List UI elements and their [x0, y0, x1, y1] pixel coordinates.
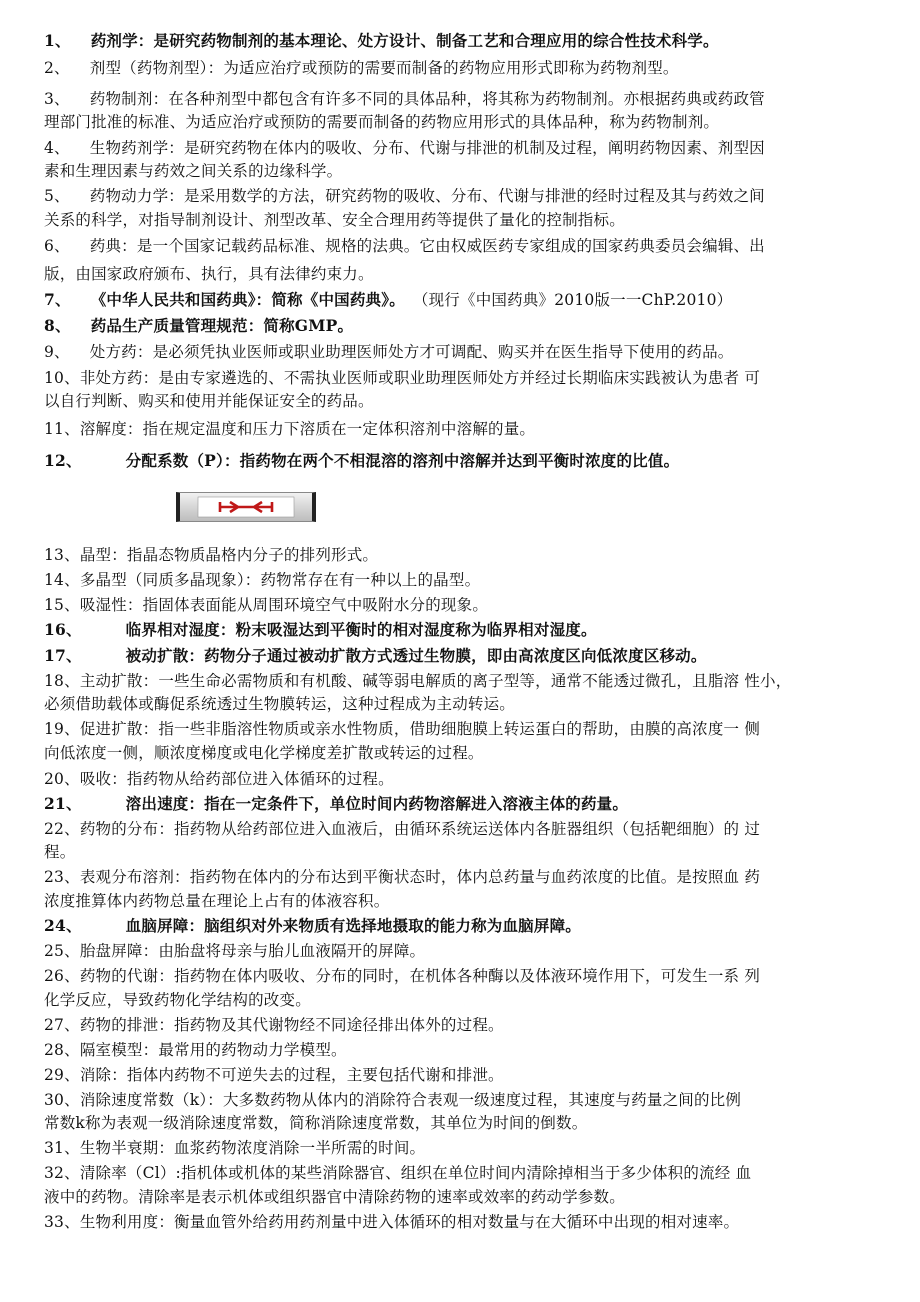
term-line-18: 18、主动扩散：一些生命必需物质和有机酸、碱等弱电解质的离子型等，通常不能透过微孔，且脂溶 性小， — [44, 672, 792, 690]
term-line-7: 7、 《中华人民共和国药典》：简称《中国药典》。 （现行《中国药典》2010版一一ChP.2010） — [44, 290, 733, 309]
term-line-4-cont: 素和生理因素与药效之间关系的边缘科学。 — [44, 162, 343, 180]
term-line-33: 33、生物利用度：衡量血管外给药用药剂量中进入体循环的相对数量与在大循环中出现的相对速率。 — [44, 1213, 740, 1231]
term-line-21: 21、 溶出速度：指在一定条件下，单位时间内药物溶解进入溶液主体的药量。 — [44, 794, 629, 813]
term-line-8: 8、 药品生产质量管理规范：简称GMP。 — [44, 316, 354, 335]
term-line-17: 17、 被动扩散：药物分子通过被动扩散方式透过生物膜，即由高浓度区向低浓度区移动。 — [44, 646, 707, 665]
term-line-5: 5、 药物动力学：是采用数学的方法，研究药物的吸收、分布、代谢与排泄的经时过程及其与药效之间 — [44, 187, 765, 205]
term-line-20: 20、吸收：指药物从给药部位进入体循环的过程。 — [44, 770, 394, 788]
term-line-22-cont: 程。 — [44, 843, 76, 861]
term-line-30-cont: 常数k称为表观一级消除速度常数，简称消除速度常数，其单位为时间的倒数。 — [44, 1114, 588, 1132]
term-line-4: 4、 生物药剂学：是研究药物在体内的吸收、分布、代谢与排泄的机制及过程，阐明药物因素、剂型因 — [44, 139, 765, 157]
connector-icon — [180, 493, 312, 521]
term-line-31: 31、生物半衰期：血浆药物浓度消除一半所需的时间。 — [44, 1139, 426, 1157]
term-line-11: 11、溶解度：指在规定温度和压力下溶质在一定体积溶剂中溶解的量。 — [44, 420, 536, 438]
term-line-24: 24、 血脑屏障：脑组织对外来物质有选择地摄取的能力称为血脑屏障。 — [44, 916, 581, 935]
connector-figure — [176, 492, 316, 522]
term-line-19: 19、促进扩散：指一些非脂溶性物质或亲水性物质，借助细胞膜上转运蛋白的帮助，由膜的高浓度一 侧 — [44, 720, 761, 738]
term-line-10-cont: 以自行判断、购买和使用并能保证安全的药品。 — [44, 392, 374, 410]
term-line-23: 23、表观分布溶剂：指药物在体内的分布达到平衡状态时，体内总药量与血药浓度的比值。是按照血 药 — [44, 868, 761, 886]
term-line-6: 6、 药典：是一个国家记载药品标准、规格的法典。它由权威医药专家组成的国家药典委员会编辑、出 — [44, 237, 765, 255]
term-line-26: 26、药物的代谢：指药物在体内吸收、分布的同时，在机体各种酶以及体液环境作用下，可发生一系 列 — [44, 967, 761, 985]
term-line-3-cont: 理部门批准的标准、为适应治疗或预防的需要而制备的药物应用形式的具体品种，称为药物制剂。 — [44, 113, 720, 131]
term-line-32: 32、清除率（Cl）:指机体或机体的某些消除器官、组织在单位时间内清除掉相当于多少体积的流经 血 — [44, 1164, 752, 1182]
term-line-19-cont: 向低浓度一侧，顺浓度梯度或电化学梯度差扩散或转运的过程。 — [44, 744, 484, 762]
term-line-6-cont: 版，由国家政府颁布、执行，具有法律约束力。 — [44, 265, 374, 283]
term-line-32-cont: 液中的药物。清除率是表示机体或组织器官中清除药物的速率或效率的药动学参数。 — [44, 1188, 625, 1206]
term-line-22: 22、药物的分布：指药物从给药部位进入血液后，由循环系统运送体内各脏器组织（包括靶细胞）的 过 — [44, 820, 761, 838]
term-line-2: 2、 剂型（药物剂型）：为适应治疗或预防的需要而制备的药物应用形式即称为药物剂型。 — [44, 59, 679, 77]
term-line-10: 10、非处方药：是由专家遴选的、不需执业医师或职业助理医师处方并经过长期临床实践被认为患者 可 — [44, 369, 761, 387]
term-line-5-cont: 关系的科学，对指导制剂设计、剂型改革、安全合理用药等提供了量化的控制指标。 — [44, 211, 625, 229]
term-line-13: 13、晶型：指晶态物质晶格内分子的排列形式。 — [44, 546, 379, 564]
term-line-1: 1、 药剂学：是研究药物制剂的基本理论、处方设计、制备工艺和合理应用的综合性技术科学。 — [44, 31, 719, 50]
term-line-29: 29、消除：指体内药物不可逆失去的过程，主要包括代谢和排泄。 — [44, 1066, 504, 1084]
term-line-15: 15、吸湿性：指固体表面能从周围环境空气中吸附水分的现象。 — [44, 596, 489, 614]
term-line-9: 9、 处方药：是必须凭执业医师或职业助理医师处方才可调配、购买并在医生指导下使用的药品。 — [44, 343, 734, 361]
term-line-25: 25、胎盘屏障：由胎盘将母亲与胎儿血液隔开的屏障。 — [44, 942, 426, 960]
term-line-3: 3、 药物制剂：在各种剂型中都包含有许多不同的具体品种，将其称为药物制剂。亦根据药典或药政管 — [44, 90, 765, 108]
term-line-16: 16、 临界相对湿度：粉末吸湿达到平衡时的相对湿度称为临界相对湿度。 — [44, 620, 597, 639]
term-line-28: 28、隔室模型：最常用的药物动力学模型。 — [44, 1041, 347, 1059]
term-line-23-cont: 浓度推算体内药物总量在理论上占有的体液容积。 — [44, 892, 390, 910]
term-line-14: 14、多晶型（同质多晶现象）：药物常存在有一种以上的晶型。 — [44, 571, 481, 589]
term-line-18-cont: 必须借助载体或酶促系统透过生物膜转运，这种过程成为主动转运。 — [44, 695, 516, 713]
term-line-27: 27、药物的排泄：指药物及其代谢物经不同途径排出体外的过程。 — [44, 1016, 504, 1034]
term-line-30: 30、消除速度常数（k）：大多数药物从体内的消除符合表观一级速度过程，其速度与药量之间的比例 — [44, 1091, 742, 1109]
term-line-26-cont: 化学反应，导致药物化学结构的改变。 — [44, 991, 311, 1009]
term-line-12: 12、 分配系数（P）：指药物在两个不相混溶的溶剂中溶解并达到平衡时浓度的比值。 — [44, 451, 680, 470]
